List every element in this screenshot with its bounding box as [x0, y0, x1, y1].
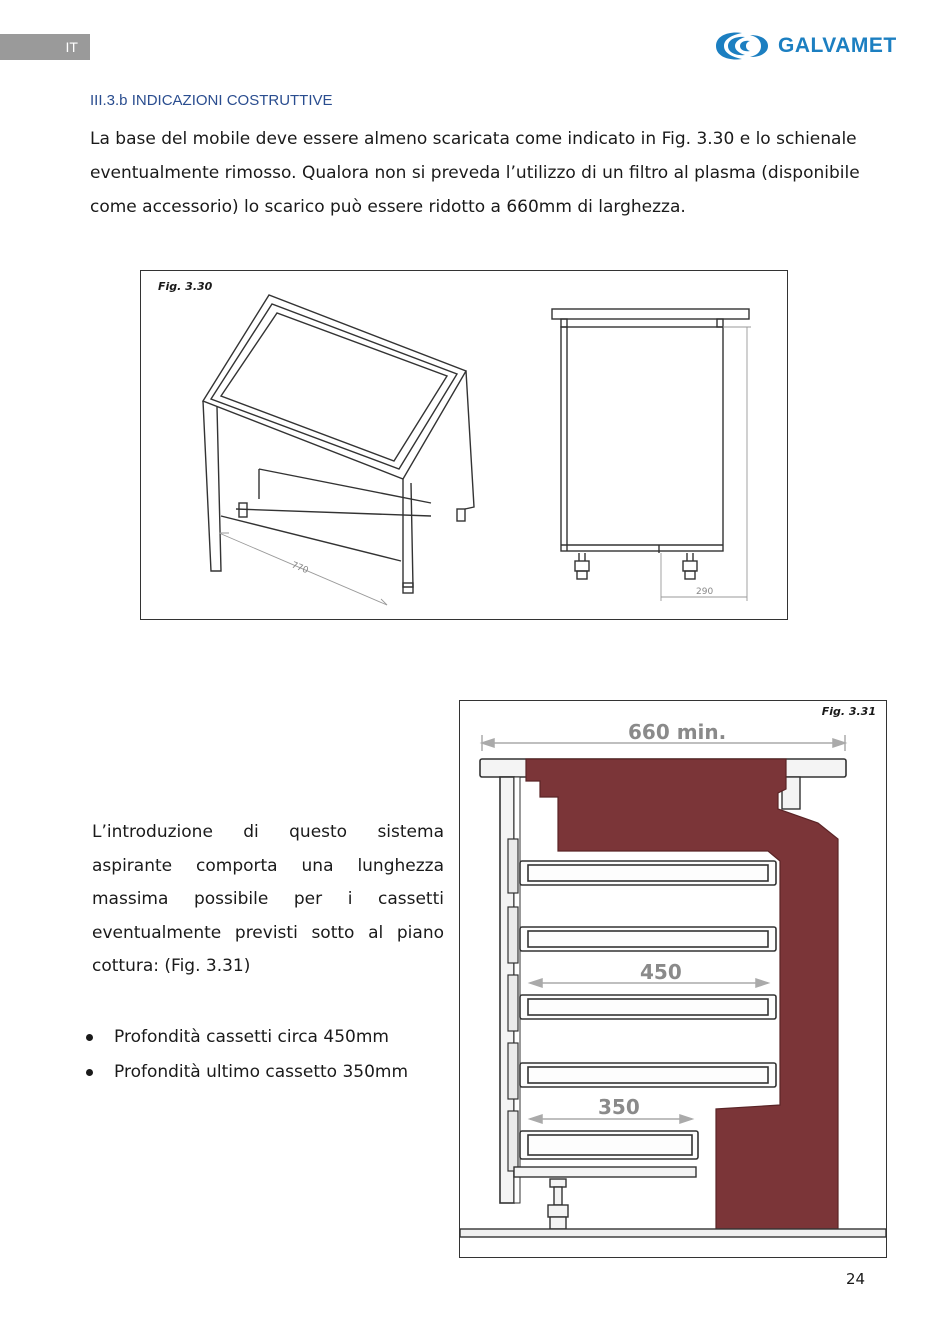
logo-text: GALVAMET: [778, 34, 897, 57]
figure-3-30-label: Fig. 3.30: [158, 280, 213, 293]
language-tab-label: IT: [65, 39, 78, 55]
list-item: Profondità ultimo cassetto 350mm: [92, 1055, 408, 1090]
page-number: 24: [846, 1270, 866, 1288]
list-item: Profondità cassetti circa 450mm: [92, 1020, 408, 1055]
dim-770-label: 770: [289, 560, 310, 577]
drawer-depth-list: [92, 1020, 408, 1090]
language-tab: [0, 34, 90, 60]
dim-350-label: 350: [598, 1095, 640, 1119]
logo-mark-icon: [710, 29, 772, 63]
intro-paragraph: La base del mobile deve essere almeno scaricata come indicato in Fig. 3.30 e lo schienale eventualmente rimosso. Qualora non si preveda l’utilizzo di un filtro al plasma (disponibile come accessorio) lo scarico può essere ridotto a 660mm di larghezza.: [90, 129, 860, 217]
dim-660-label: 660 min.: [628, 720, 727, 744]
drawer-section-drawing: [460, 701, 886, 1257]
section-heading: III.3.b INDICAZIONI COSTRUTTIVE: [90, 92, 333, 109]
dim-290-label: 290: [696, 587, 714, 597]
drawer-limit-paragraph: L’introduzione di questo sistema aspirante comporta una lunghezza massima possibile per i cassetti eventualmente previsti sotto al piano cottura: (Fig. 3.31): [92, 822, 444, 976]
figure-3-31-label: Fig. 3.31: [821, 705, 876, 718]
brand-logo: [710, 26, 910, 66]
cabinet-drawing: [141, 271, 787, 619]
figure-3-31: [459, 700, 887, 1258]
dim-450-label: 450: [640, 960, 682, 984]
figure-3-30: [140, 270, 788, 620]
